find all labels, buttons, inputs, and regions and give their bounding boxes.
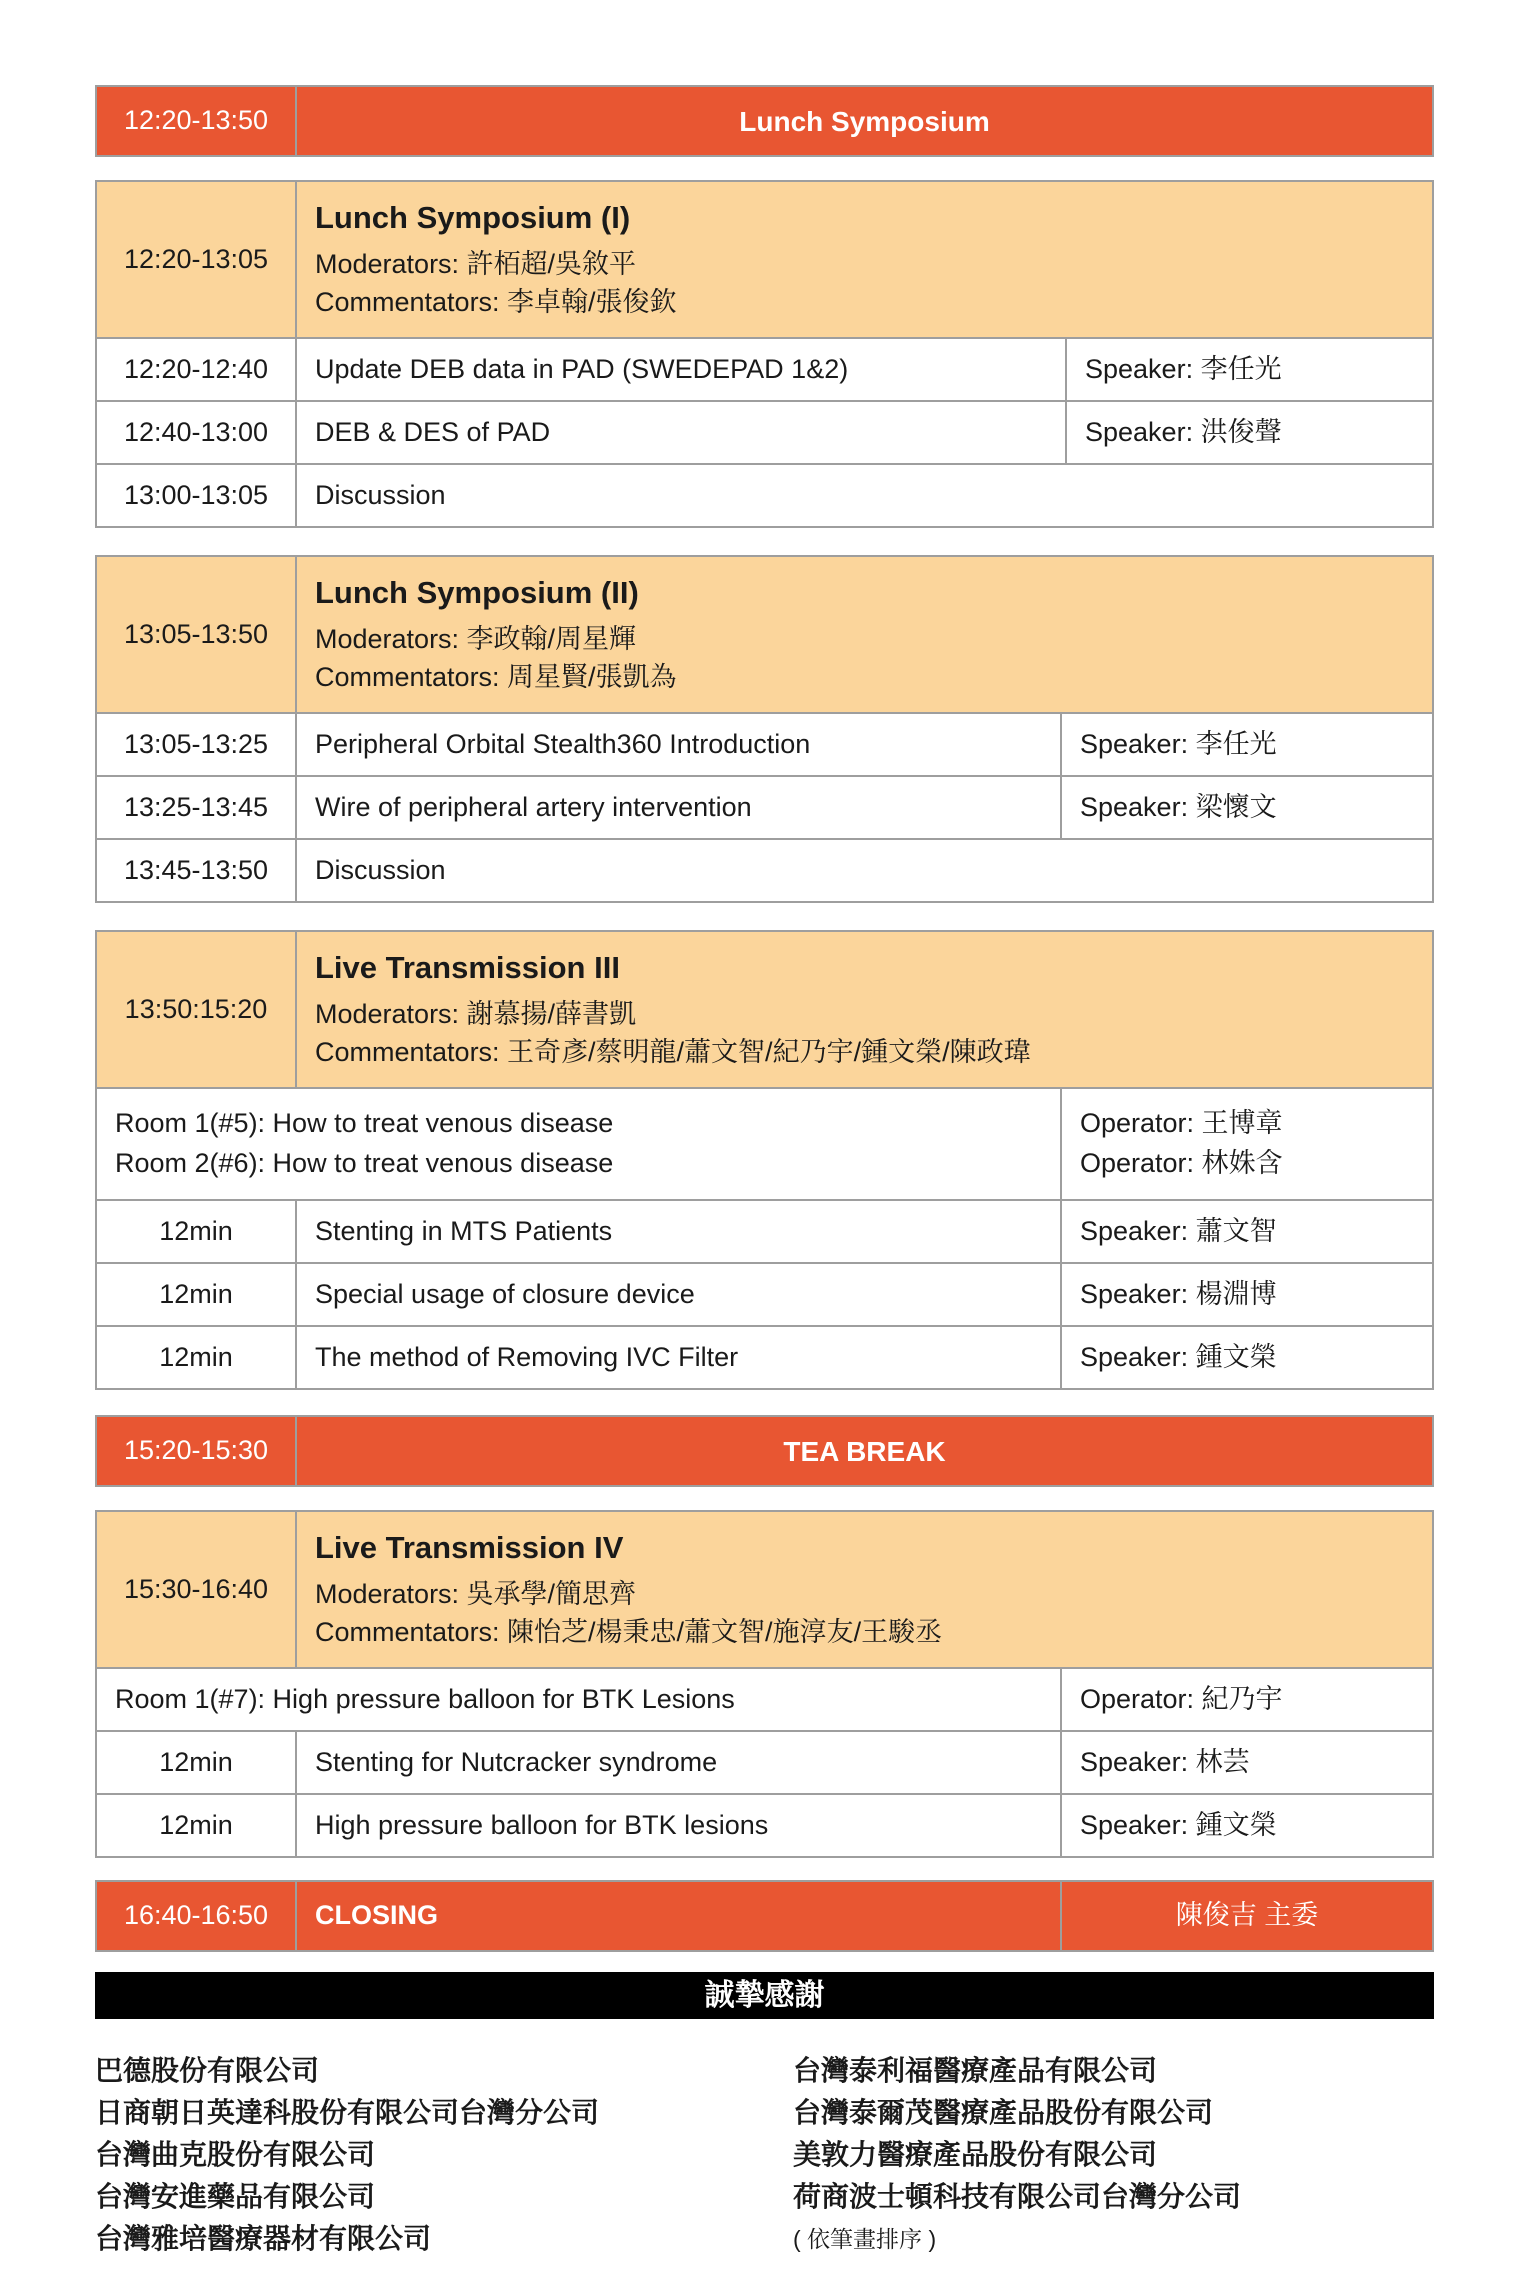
table-row (96, 713, 1433, 776)
row-speaker: Speaker: 李任光 (1061, 713, 1433, 776)
sponsor-order-note: ( 依筆畫排序 ) (793, 2226, 937, 2252)
closing-time: 16:40-16:50 (96, 1881, 296, 1951)
row-time: 12min (96, 1200, 296, 1263)
sponsor-item: 台灣曲克股份有限公司 (95, 2139, 376, 2170)
sponsor-item: 台灣泰利福醫療產品有限公司 (793, 2055, 1158, 2086)
operator-cell (1061, 1088, 1433, 1200)
row-topic: Discussion (296, 839, 1433, 902)
session-time: 12:20-13:05 (96, 181, 296, 338)
row-speaker: Speaker: 楊淵博 (1061, 1263, 1433, 1326)
table-row (96, 464, 1433, 527)
session-header (296, 556, 1433, 713)
moderators: Moderators: 許栢超/吳敘平 (315, 249, 637, 280)
session-header (296, 931, 1433, 1088)
row-topic: Special usage of closure device (296, 1263, 1061, 1326)
row-topic: Stenting in MTS Patients (296, 1200, 1061, 1263)
table-row (96, 1326, 1433, 1389)
row-speaker: Speaker: 李任光 (1066, 338, 1433, 401)
session-live-transmission-4 (95, 1510, 1434, 1858)
commentators: Commentators: 李卓翰/張俊欽 (315, 286, 677, 317)
moderators: Moderators: 吳承學/簡思齊 (315, 1579, 637, 1610)
sponsor-item: 美敦力醫療產品股份有限公司 (793, 2139, 1158, 2170)
room-row (96, 1088, 1433, 1200)
row-topic: Discussion (296, 464, 1433, 527)
room-row (96, 1668, 1433, 1731)
sponsor-item: 荷商波士頓科技有限公司台灣分公司 (793, 2181, 1242, 2212)
row-time: 13:00-13:05 (96, 464, 296, 527)
tea-break-time: 15:20-15:30 (96, 1416, 296, 1486)
commentators: Commentators: 周星賢/張凱為 (315, 661, 677, 692)
row-topic: Stenting for Nutcracker syndrome (296, 1731, 1061, 1794)
session-header (296, 1511, 1433, 1668)
sponsors-right-column (793, 2050, 1241, 2260)
commentators: Commentators: 王奇彥/蔡明龍/蕭文智/紀乃宇/鍾文榮/陳政瑋 (315, 1036, 1031, 1067)
session-time: 13:50:15:20 (96, 931, 296, 1088)
row-topic: The method of Removing IVC Filter (296, 1326, 1061, 1389)
session-header (296, 181, 1433, 338)
session-title: Lunch Symposium (II) (315, 575, 639, 611)
row-speaker: Speaker: 鍾文榮 (1061, 1326, 1433, 1389)
row-time: 13:25-13:45 (96, 776, 296, 839)
closing-banner (95, 1880, 1434, 1952)
room-1-topic: Room 1(#5): How to treat venous disease (115, 1108, 614, 1139)
session-time: 15:30-16:40 (96, 1511, 296, 1668)
row-speaker: Speaker: 鍾文榮 (1061, 1794, 1433, 1857)
session-lunch-symposium-1 (95, 180, 1434, 528)
session-title: Live Transmission IV (315, 1530, 624, 1566)
row-topic: Update DEB data in PAD (SWEDEPAD 1&2) (296, 338, 1066, 401)
tea-break-banner (95, 1415, 1434, 1487)
sponsor-item: 台灣安進藥品有限公司 (95, 2181, 376, 2212)
row-time: 12min (96, 1326, 296, 1389)
room-1-operator: Operator: 紀乃宇 (1061, 1668, 1433, 1731)
row-speaker: Speaker: 蕭文智 (1061, 1200, 1433, 1263)
row-time: 13:05-13:25 (96, 713, 296, 776)
closing-title: CLOSING (296, 1881, 1061, 1951)
row-time: 12min (96, 1794, 296, 1857)
row-topic: Peripheral Orbital Stealth360 Introduction (296, 713, 1061, 776)
table-row (96, 401, 1433, 464)
session-live-transmission-3 (95, 930, 1434, 1390)
session-lunch-symposium-2 (95, 555, 1434, 903)
table-row (96, 776, 1433, 839)
row-speaker: Speaker: 洪俊聲 (1066, 401, 1433, 464)
thanks-banner: 誠摯感謝 (95, 1972, 1434, 2019)
closing-person: 陳俊吉 主委 (1061, 1881, 1433, 1951)
moderators: Moderators: 謝慕揚/薛書凱 (315, 999, 637, 1030)
row-topic: High pressure balloon for BTK lesions (296, 1794, 1061, 1857)
table-row (96, 839, 1433, 902)
row-time: 12min (96, 1263, 296, 1326)
banner-title: Lunch Symposium (296, 86, 1433, 156)
table-row (96, 1200, 1433, 1263)
tea-break-title: TEA BREAK (296, 1416, 1433, 1486)
row-topic: Wire of peripheral artery intervention (296, 776, 1061, 839)
commentators: Commentators: 陳怡芝/楊秉忠/蕭文智/施淳友/王駿丞 (315, 1616, 943, 1647)
sponsor-item: 日商朝日英達科股份有限公司台灣分公司 (95, 2097, 600, 2128)
sponsor-item: 巴德股份有限公司 (95, 2055, 320, 2086)
row-speaker: Speaker: 梁懷文 (1061, 776, 1433, 839)
row-speaker: Speaker: 林芸 (1061, 1731, 1433, 1794)
table-row (96, 1731, 1433, 1794)
sponsors-left-column (95, 2050, 599, 2260)
session-time: 13:05-13:50 (96, 556, 296, 713)
session-title: Lunch Symposium (I) (315, 200, 631, 236)
sponsor-item: 台灣泰爾茂醫療產品股份有限公司 (793, 2097, 1214, 2128)
row-time: 13:45-13:50 (96, 839, 296, 902)
row-time: 12:20-12:40 (96, 338, 296, 401)
row-time: 12min (96, 1731, 296, 1794)
room-1-operator: Operator: 王博章 (1080, 1108, 1283, 1139)
lunch-symposium-banner (95, 85, 1434, 157)
room-2-topic: Room 2(#6): How to treat venous disease (115, 1148, 614, 1178)
table-row (96, 1794, 1433, 1857)
row-time: 12:40-13:00 (96, 401, 296, 464)
banner-time: 12:20-13:50 (96, 86, 296, 156)
room-1-topic: Room 1(#7): High pressure balloon for BTK Lesions (96, 1668, 1061, 1731)
moderators: Moderators: 李政翰/周星輝 (315, 624, 637, 655)
row-topic: DEB & DES of PAD (296, 401, 1066, 464)
table-row (96, 1263, 1433, 1326)
sponsor-item: 台灣雅培醫療器材有限公司 (95, 2223, 432, 2254)
session-title: Live Transmission III (315, 950, 620, 986)
room-cell (96, 1088, 1061, 1200)
table-row (96, 338, 1433, 401)
room-2-operator: Operator: 林姝含 (1080, 1148, 1283, 1178)
